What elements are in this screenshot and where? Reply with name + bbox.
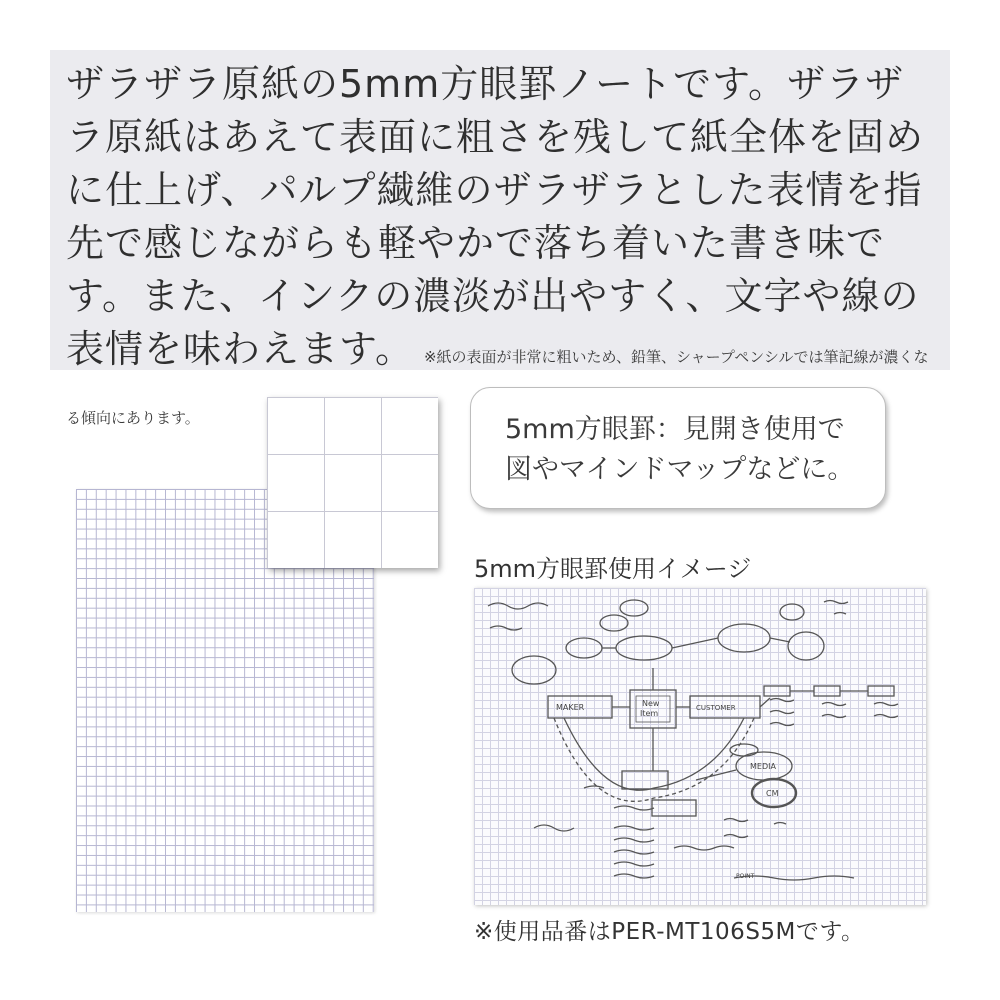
bubble-line-2: 図やマインドマップなどに。	[505, 454, 855, 485]
sketch-label-cm: CM	[766, 789, 779, 798]
sketch-label-point: POINT	[736, 873, 755, 880]
mindmap-sketch-image	[474, 588, 926, 905]
intro-note: ※紙の表面が非常に粗いため、鉛筆、シャープペンシルでは筆記線が濃くなる傾向にあります。	[66, 348, 929, 427]
sketch-label-customer: CUSTOMER	[696, 704, 736, 712]
sketch-label-maker: MAKER	[556, 703, 585, 712]
sketch-label-new: New	[642, 699, 660, 708]
sketch-label-item: Item	[640, 709, 659, 718]
mindmap-drawing	[474, 588, 926, 905]
grid-zoom-tile	[267, 397, 438, 568]
intro-main-text: ザラザラ原紙の5mm方眼罫ノートです。ザラザラ原紙はあえて表面に粗さを残して紙全体を固めに仕上げ、パルプ繊維のザラザラとした表情を指先で感じながらも軽やかで落ち着いた書き味です。また、インクの濃淡が出やすく、文字や線の表情を味わえます。	[66, 62, 925, 371]
intro-panel	[50, 50, 950, 427]
speech-bubble	[470, 387, 886, 509]
example-title: 5mm方眼罫使用イメージ	[474, 555, 752, 583]
sketch-label-media: MEDIA	[750, 762, 776, 771]
bubble-line-1: 5mm方眼罫：見開き使用で	[505, 414, 845, 445]
footnote: ※使用品番はPER-MT106S5Mです。	[474, 919, 865, 945]
